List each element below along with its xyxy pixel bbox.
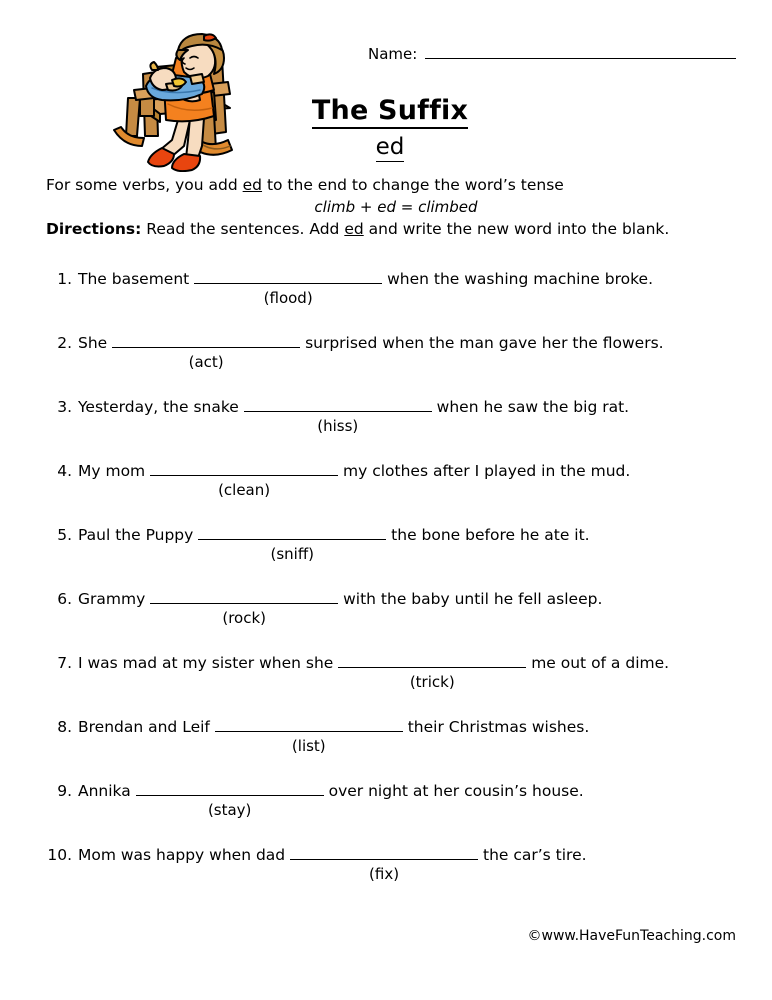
intro-text-part2: to the end to change the word’s tense	[262, 176, 564, 194]
question-line	[46, 332, 746, 371]
question-line	[46, 268, 746, 307]
question-item	[46, 844, 746, 908]
answer-blank-line[interactable]	[244, 396, 432, 412]
intro-equation: climb + ed = climbed	[314, 198, 478, 216]
question-text-after-blank: when he saw the big rat.	[431, 398, 630, 416]
answer-blank-group	[215, 716, 403, 755]
question-line	[46, 396, 746, 435]
answer-blank-group	[244, 396, 432, 435]
answer-blank-line[interactable]	[112, 332, 300, 348]
question-text-before-blank: My mom	[78, 462, 151, 480]
answer-blank-group	[198, 524, 386, 563]
base-word-hint: (clean)	[218, 481, 271, 499]
answer-blank-group	[290, 844, 478, 883]
question-text-before-blank: The basement	[78, 270, 195, 288]
question-line	[46, 588, 746, 627]
answer-blank-group	[136, 780, 324, 819]
question-number: 9.	[57, 782, 72, 800]
name-label: Name:	[368, 45, 418, 63]
intro-suffix-ed: ed	[242, 176, 263, 194]
answer-blank-group	[150, 460, 338, 499]
question-number: 2.	[57, 334, 72, 352]
question-item	[46, 588, 746, 652]
question-text-after-blank: surprised when the man gave her the flowers.	[300, 334, 664, 352]
question-text-before-blank: Grammy	[78, 590, 151, 608]
mother-rocking-baby-clipart	[104, 24, 254, 172]
answer-blank-line[interactable]	[150, 460, 338, 476]
directions-sentence	[46, 218, 736, 240]
question-text-before-blank: Mom was happy when dad	[78, 846, 291, 864]
question-item	[46, 268, 746, 332]
question-item	[46, 652, 746, 716]
question-item	[46, 524, 746, 588]
base-word-hint: (hiss)	[317, 417, 359, 435]
question-text-after-blank: me out of a dime.	[526, 654, 670, 672]
question-number: 7.	[57, 654, 72, 672]
question-text-before-blank: She	[78, 334, 113, 352]
question-text-before-blank: Annika	[78, 782, 136, 800]
footer-copyright: ©www.HaveFunTeaching.com	[527, 928, 736, 944]
answer-blank-line[interactable]	[198, 524, 386, 540]
answer-blank-group	[194, 268, 382, 307]
directions-label: Directions:	[46, 220, 142, 238]
base-word-hint: (act)	[188, 353, 224, 371]
base-word-hint: (list)	[291, 737, 326, 755]
answer-blank-line[interactable]	[215, 716, 403, 732]
question-number: 6.	[57, 590, 72, 608]
directions-part1: Read the sentences. Add	[141, 220, 345, 238]
instructions-block	[46, 174, 736, 240]
question-line	[46, 780, 746, 819]
question-line	[46, 716, 746, 755]
answer-blank-line[interactable]	[338, 652, 526, 668]
answer-blank-line[interactable]	[136, 780, 324, 796]
base-word-hint: (stay)	[207, 801, 252, 819]
question-text-after-blank: over night at her cousin’s house.	[323, 782, 584, 800]
answer-blank-group	[112, 332, 300, 371]
questions-list	[46, 268, 746, 908]
question-text-before-blank: Yesterday, the snake	[78, 398, 244, 416]
question-number: 1.	[57, 270, 72, 288]
question-text-before-blank: I was mad at my sister when she	[78, 654, 339, 672]
question-line	[46, 460, 746, 499]
name-field-row	[368, 44, 736, 63]
question-text-after-blank: their Christmas wishes.	[402, 718, 590, 736]
question-text-after-blank: my clothes after I played in the mud.	[338, 462, 631, 480]
answer-blank-group	[338, 652, 526, 691]
question-item	[46, 780, 746, 844]
question-text-after-blank: the bone before he ate it.	[386, 526, 590, 544]
question-line	[46, 652, 746, 691]
base-word-hint: (fix)	[369, 865, 400, 883]
question-line	[46, 844, 746, 883]
title-subtitle: ed	[375, 134, 405, 161]
question-line	[46, 524, 746, 563]
question-item	[46, 396, 746, 460]
base-word-hint: (sniff)	[270, 545, 315, 563]
question-item	[46, 716, 746, 780]
base-word-hint: (trick)	[409, 673, 455, 691]
directions-suffix-ed: ed	[344, 220, 364, 238]
question-text-after-blank: the car’s tire.	[478, 846, 587, 864]
question-number: 8.	[57, 718, 72, 736]
question-number: 5.	[57, 526, 72, 544]
worksheet-header	[0, 0, 772, 170]
question-text-before-blank: Brendan and Leif	[78, 718, 215, 736]
question-number: 10.	[47, 846, 72, 864]
question-text-after-blank: with the baby until he fell asleep.	[338, 590, 603, 608]
base-word-hint: (rock)	[222, 609, 267, 627]
intro-text-part1: For some verbs, you add	[46, 176, 243, 194]
name-input-line[interactable]	[425, 44, 736, 59]
base-word-hint: (flood)	[263, 289, 313, 307]
question-item	[46, 332, 746, 396]
page-title	[240, 96, 540, 162]
question-item	[46, 460, 746, 524]
answer-blank-line[interactable]	[150, 588, 338, 604]
intro-sentence	[46, 174, 736, 196]
answer-blank-line[interactable]	[290, 844, 478, 860]
directions-part2: and write the new word into the blank.	[363, 220, 670, 238]
question-number: 3.	[57, 398, 72, 416]
question-number: 4.	[57, 462, 72, 480]
answer-blank-group	[150, 588, 338, 627]
answer-blank-line[interactable]	[194, 268, 382, 284]
question-text-after-blank: when the washing machine broke.	[382, 270, 653, 288]
title-main: The Suffix	[312, 96, 468, 129]
question-text-before-blank: Paul the Puppy	[78, 526, 199, 544]
